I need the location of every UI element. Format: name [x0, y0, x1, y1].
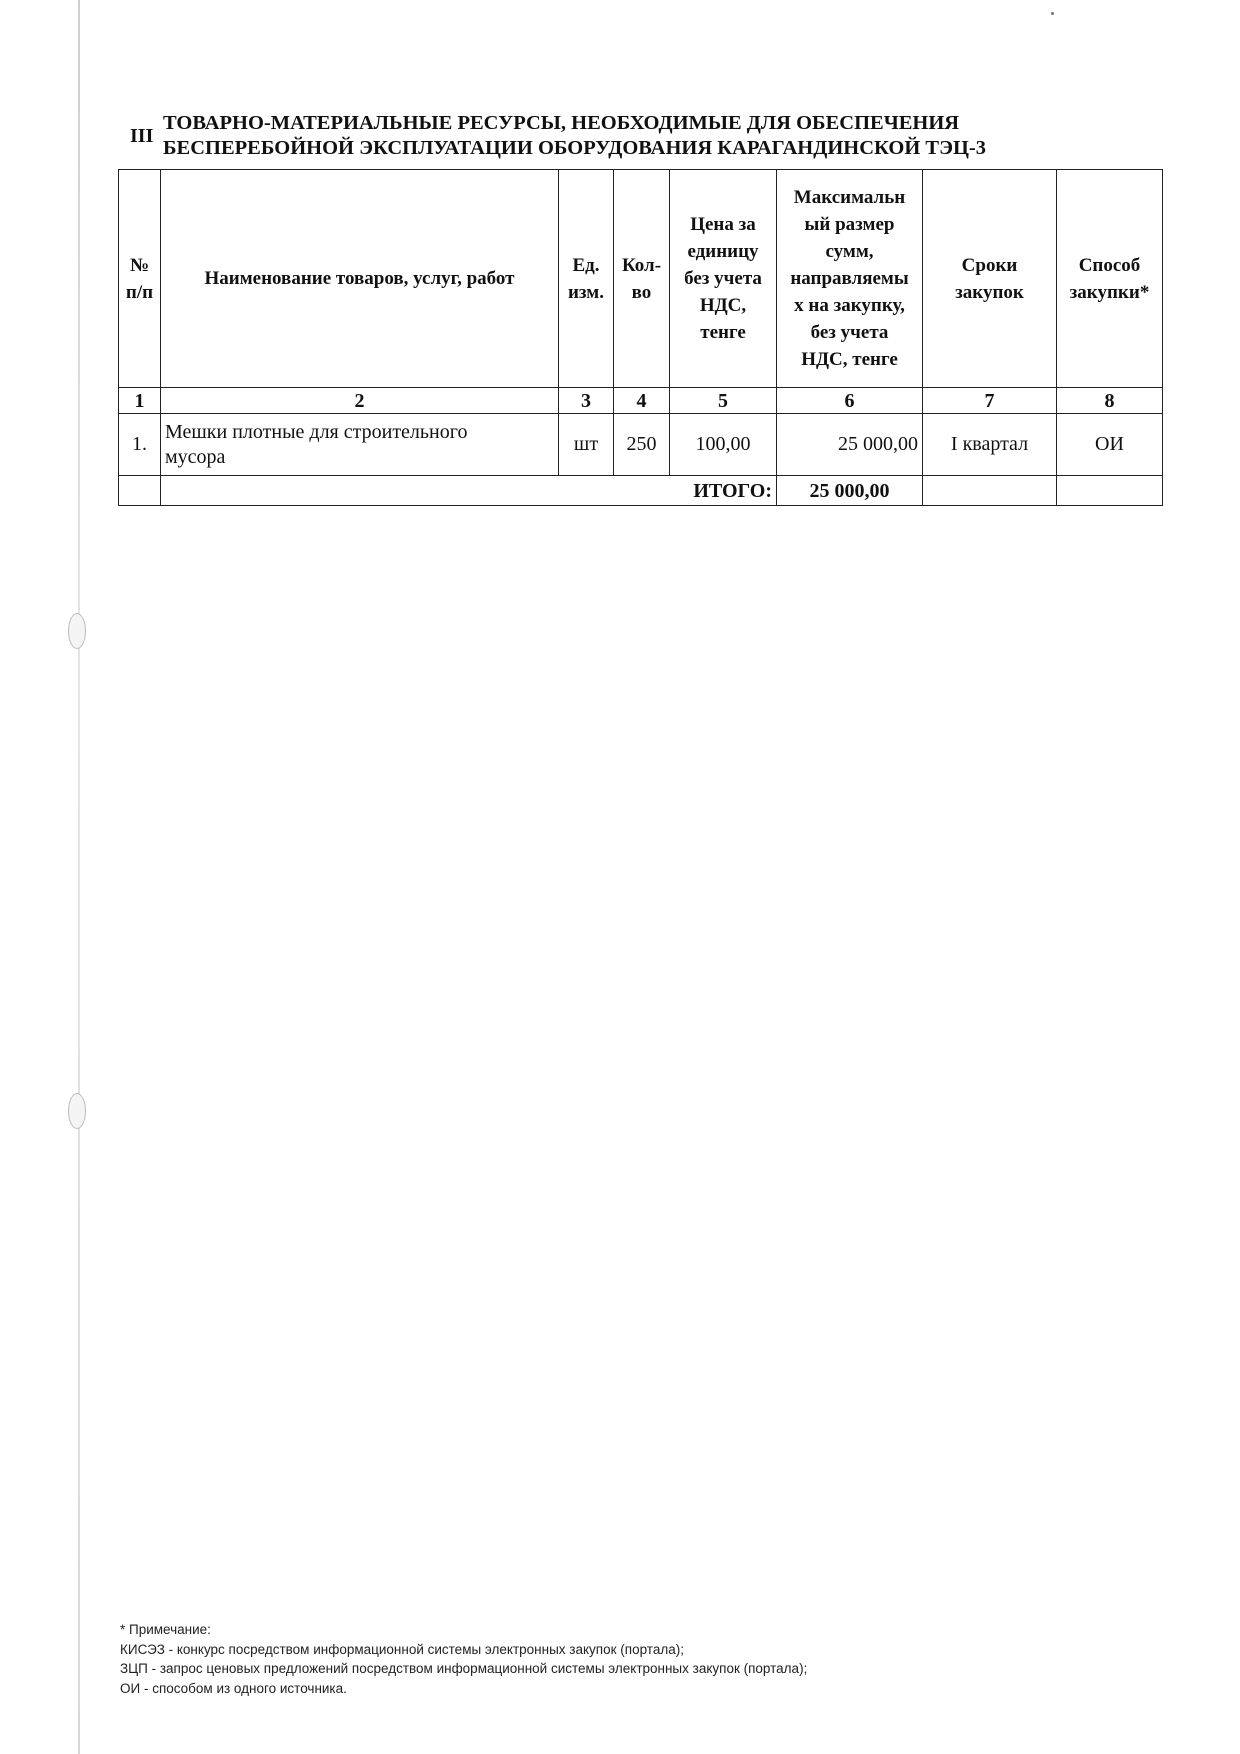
header-unit: Ед. изм. — [559, 170, 614, 388]
section-title-line-2: БЕСПЕРЕБОЙНОЙ ЭКСПЛУАТАЦИИ ОБОРУДОВАНИЯ КАРАГАНДИНСКОЙ ТЭЦ-3 — [163, 137, 986, 159]
table-row — [119, 414, 1163, 476]
row-sum: 25 000,00 — [777, 414, 923, 476]
footnote-title: * Примечание: — [120, 1622, 211, 1637]
total-row — [119, 476, 1163, 506]
section-number: III — [130, 125, 154, 147]
section-title-line-1: ТОВАРНО-МАТЕРИАЛЬНЫЕ РЕСУРСЫ, НЕОБХОДИМЫЕ ДЛЯ ОБЕСПЕЧЕНИЯ — [163, 112, 960, 134]
total-value: 25 000,00 — [777, 476, 923, 506]
section-title — [163, 111, 986, 161]
row-num: 1. — [119, 414, 161, 476]
total-empty-cell — [1057, 476, 1163, 506]
row-qty: 250 — [614, 414, 670, 476]
row-name: Мешки плотные для строительного мусора — [161, 414, 559, 476]
total-empty-cell — [119, 476, 161, 506]
header-qty: Кол- во — [614, 170, 670, 388]
row-price: 100,00 — [670, 414, 777, 476]
procurement-table — [118, 169, 1163, 506]
total-label: ИТОГО: — [161, 476, 777, 506]
column-number: 6 — [777, 388, 923, 414]
footnote-line: ЗЦП - запрос ценовых предложений посредством информационной системы электронных закупок (портала); — [120, 1661, 808, 1676]
column-number: 3 — [559, 388, 614, 414]
section-heading — [130, 111, 1090, 163]
column-number: 5 — [670, 388, 777, 414]
total-empty-cell — [923, 476, 1057, 506]
header-max-sum: Максимальн ый размер сумм, направляемы х на закупку, без учета НДС, тенге — [777, 170, 923, 388]
column-number: 7 — [923, 388, 1057, 414]
row-unit: шт — [559, 414, 614, 476]
column-number: 8 — [1057, 388, 1163, 414]
column-number: 1 — [119, 388, 161, 414]
scan-speck — [1051, 12, 1054, 15]
row-term: I квартал — [923, 414, 1057, 476]
punch-hole — [68, 613, 86, 649]
header-method: Способ закупки* — [1057, 170, 1163, 388]
table-header-row — [119, 170, 1163, 388]
footnote-line: КИСЭЗ - конкурс посредством информационной системы электронных закупок (портала); — [120, 1641, 684, 1657]
header-price: Цена за единицу без учета НДС, тенге — [670, 170, 777, 388]
header-num: № п/п — [119, 170, 161, 388]
column-number: 4 — [614, 388, 670, 414]
footnote-line: ОИ - способом из одного источника. — [120, 1680, 347, 1696]
column-number-row — [119, 388, 1163, 414]
punch-hole — [68, 1093, 86, 1129]
footnote — [120, 1620, 1120, 1698]
header-terms: Сроки закупок — [923, 170, 1057, 388]
row-method: ОИ — [1057, 414, 1163, 476]
column-number: 2 — [161, 388, 559, 414]
header-name: Наименование товаров, услуг, работ — [161, 170, 559, 388]
page-edge — [78, 0, 80, 1754]
